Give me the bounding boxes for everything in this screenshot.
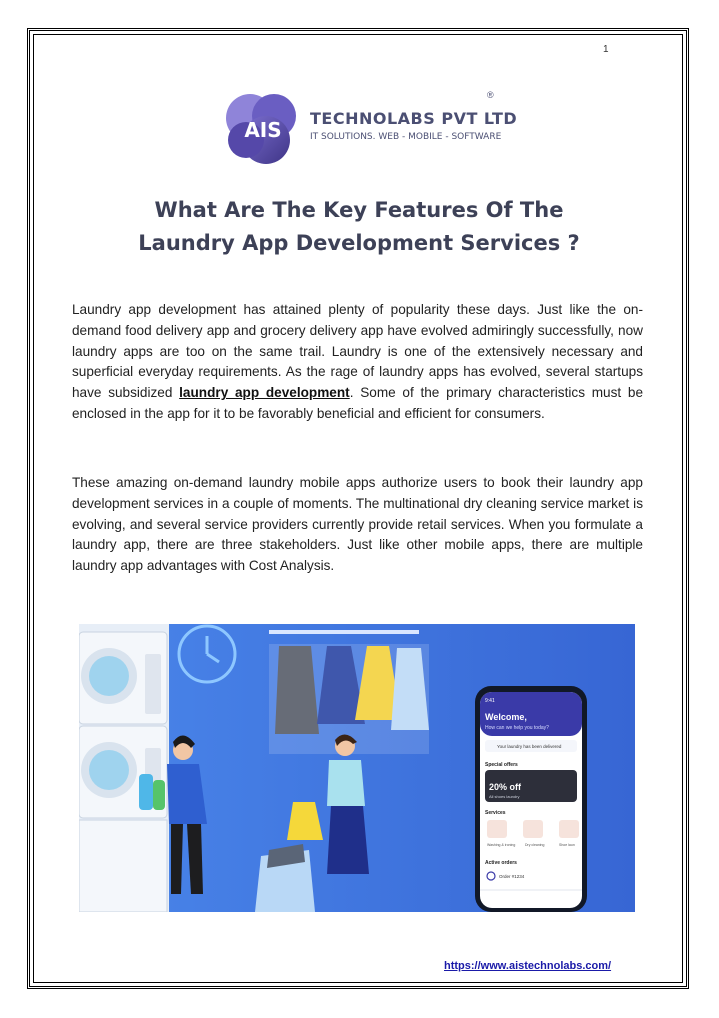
laundry-app-development-link[interactable]: laundry app development bbox=[179, 385, 350, 401]
phone-order: Order #1234 bbox=[499, 874, 525, 879]
website-link[interactable]: https://www.aistechnolabs.com/ bbox=[444, 960, 612, 972]
phone-services: Services bbox=[485, 810, 506, 816]
phone-service-2: Dry cleaning bbox=[525, 843, 545, 847]
intro-text-end: . Some of the primary characteristics must be enclosed in the app for it to be favorably beneficial and efficient for consumers. bbox=[72, 385, 644, 421]
phone-notice: Your laundry has been delivered bbox=[497, 744, 562, 749]
phone-active-orders: Active orders bbox=[485, 860, 517, 866]
intro-paragraph bbox=[72, 300, 643, 425]
phone-service-1: Washing & ironing bbox=[487, 843, 516, 847]
logo-tagline: IT SOLUTIONS. WEB - MOBILE - SOFTWARE bbox=[310, 132, 502, 142]
phone-subtitle: How can we help you today? bbox=[485, 725, 549, 731]
page-title bbox=[72, 194, 646, 260]
phone-offer: 20% off bbox=[489, 782, 522, 792]
phone-special-offers: Special offers bbox=[485, 762, 518, 768]
logo-company-name: TECHNOLABS PVT LTD bbox=[310, 109, 518, 128]
second-paragraph: These amazing on-demand laundry mobile apps authorize users to book their laundry app development services in a couple of moments. The multinational dry cleaning service market is evolving, and several service providers currently provide retail services. When you formulate a laundry app, there are three stakeholders. Just like other mobile apps, there are multiple laundry app advantages with Cost Analysis. bbox=[72, 475, 643, 574]
laundry-scene-image bbox=[79, 624, 635, 912]
company-logo bbox=[222, 88, 518, 170]
page-number: 1 bbox=[603, 44, 609, 55]
phone-time: 9:41 bbox=[485, 698, 495, 704]
svg-text:AIS: AIS bbox=[244, 118, 282, 142]
title-line-1: What Are The Key Features Of The bbox=[154, 198, 564, 222]
logo-mark-icon bbox=[222, 88, 304, 170]
phone-offer-sub: All shoes laundry bbox=[489, 794, 520, 799]
phone-welcome: Welcome, bbox=[485, 712, 527, 722]
title-line-2: Laundry App Development Services ? bbox=[138, 231, 580, 255]
intro-text: Laundry app development has attained plenty of popularity these days. Just like the on-demand food delivery app and grocery delivery app have evolved admiringly successfully, now laundry apps are too on the same trail. Laundry is one of the extensively necessary and superficial everyday requirements. As the rage of laundry apps has evolved, several startups have subsidized bbox=[72, 302, 643, 401]
laundry-illustration bbox=[79, 624, 635, 912]
phone-service-3: Shoe laun bbox=[559, 843, 575, 847]
registered-mark: ® bbox=[487, 90, 494, 100]
